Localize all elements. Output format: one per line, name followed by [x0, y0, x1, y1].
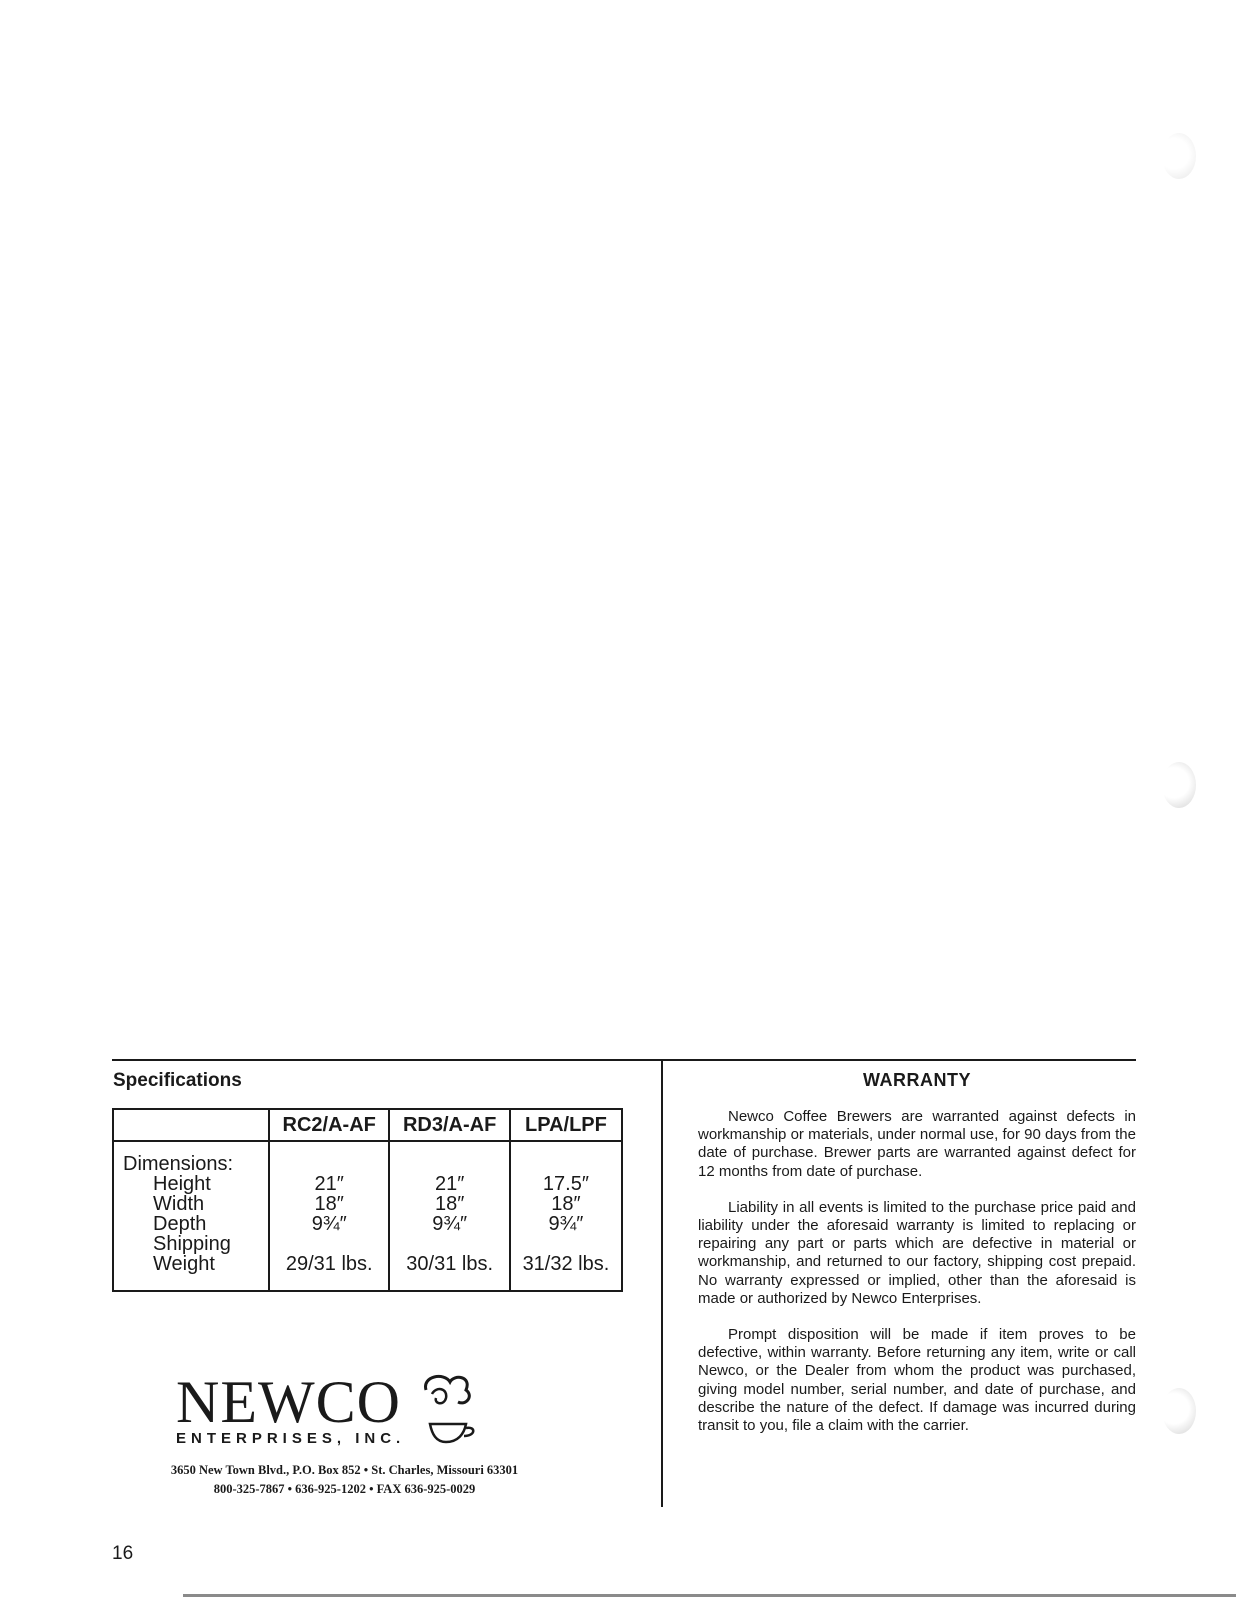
logo-subtitle: ENTERPRISES, INC.: [176, 1430, 406, 1447]
shipping-label: Shipping: [153, 1233, 231, 1255]
height-value: 21″: [434, 1173, 465, 1195]
punch-hole-top: [1162, 133, 1196, 179]
warranty-title: WARRANTY: [863, 1070, 971, 1090]
weight-value: 30/31 lbs.: [406, 1253, 494, 1275]
warranty-paragraph: Prompt disposition will be made if item proves to be defective, within warranty. Before returning any item, write or call Newco, or the Dealer from whom the product was purchased, giving model number, serial number, and date of purchase, and describe the nature of the defect. If damage was incurred during transit to you, file a claim with the carrier.: [698, 1326, 1136, 1435]
weight-label: Weight: [153, 1253, 215, 1275]
weight-value: 31/32 lbs.: [522, 1253, 610, 1275]
width-label: Width: [153, 1193, 205, 1215]
warranty-body: [698, 1108, 1136, 1453]
table-row: [113, 1141, 622, 1291]
depth-label: Depth: [153, 1213, 207, 1235]
page-bottom-edge: [183, 1594, 1236, 1597]
warranty-paragraph: Newco Coffee Brewers are warranted against defects in workmanship or materials, under normal use, for 90 days from the date of purchase. Brewer parts are warranted against defect for 12 months from date of purchase.: [698, 1108, 1136, 1180]
specifications-title: Specifications: [113, 1070, 242, 1091]
depth-value: 9¾″: [311, 1213, 347, 1235]
height-value: 21″: [314, 1173, 344, 1195]
top-rule: [112, 1059, 1136, 1061]
punch-hole-bottom: [1162, 1388, 1196, 1434]
width-value: 18″: [434, 1193, 465, 1215]
model-values-cell: [389, 1141, 509, 1291]
address-line: 3650 New Town Blvd., P.O. Box 852 • St. Charles, Missouri 63301: [170, 1463, 519, 1477]
header-model: RC2/A-AF: [269, 1109, 389, 1141]
depth-value: 9¾″: [432, 1213, 468, 1235]
model-values-cell: [510, 1141, 622, 1291]
newco-logo: [176, 1369, 476, 1452]
table-header-row: [113, 1109, 622, 1141]
header-model: LPA/LPF: [510, 1109, 622, 1141]
header-model: RD3/A-AF: [389, 1109, 509, 1141]
weight-value: 29/31 lbs.: [285, 1253, 373, 1275]
specifications-table: [112, 1108, 623, 1292]
phone-line: 800-325-7867 • 636-925-1202 • FAX 636-925-0029: [213, 1482, 476, 1496]
logo-wordmark: NEWCO: [176, 1369, 401, 1435]
height-label: Height: [153, 1173, 211, 1195]
dimensions-label: Dimensions:: [123, 1153, 234, 1175]
company-address: [112, 1461, 577, 1499]
punch-hole-middle: [1162, 762, 1196, 808]
header-empty-cell: [113, 1109, 269, 1141]
coffee-cup-icon: [416, 1372, 478, 1446]
column-divider: [661, 1061, 663, 1507]
row-labels-cell: [113, 1141, 269, 1291]
warranty-paragraph: Liability in all events is limited to the purchase price paid and liability under the aforesaid warranty is limited to replacing or repairing any part or parts which are defective in material or workmanship, and returned to our factory, shipping cost prepaid. No warranty expressed or implied, other than the aforesaid is made or authorized by Newco Enterprises.: [698, 1198, 1136, 1307]
page-number: 16: [112, 1543, 134, 1564]
depth-value: 9¾″: [548, 1213, 584, 1235]
width-value: 18″: [314, 1193, 344, 1215]
height-value: 17.5″: [542, 1173, 589, 1195]
model-values-cell: [269, 1141, 389, 1291]
width-value: 18″: [551, 1193, 581, 1215]
